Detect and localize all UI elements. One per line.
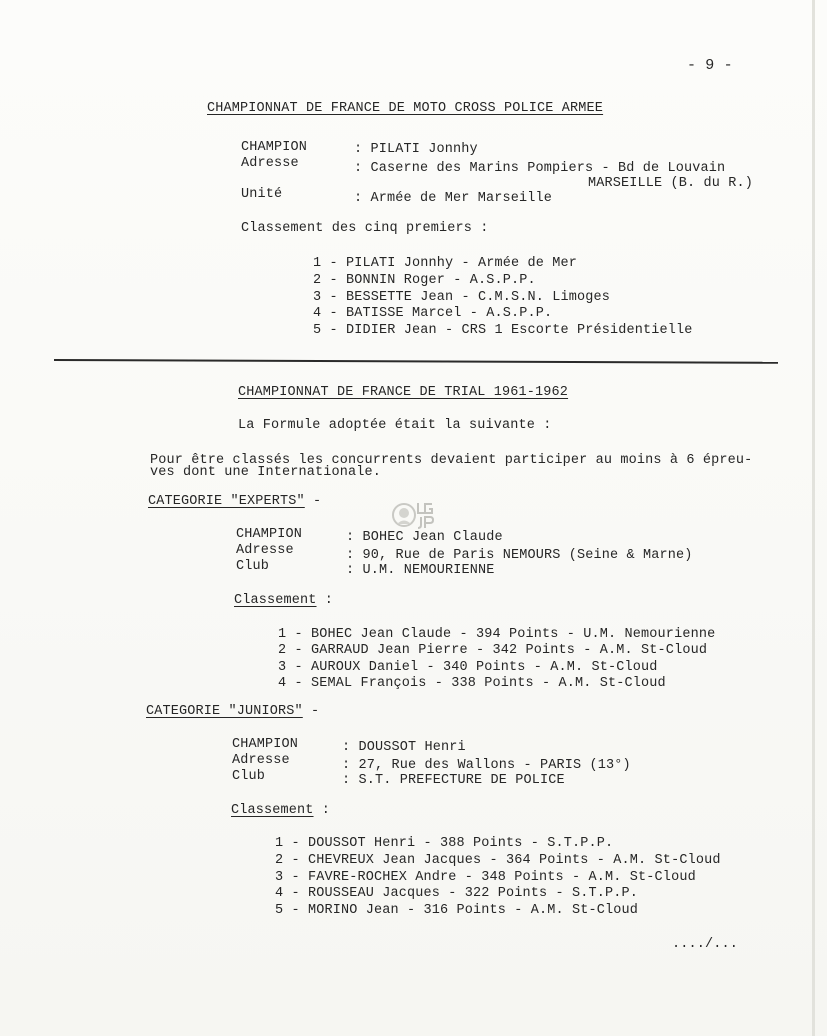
experts-heading xyxy=(148,494,321,510)
page-edge-shadow xyxy=(812,0,815,1036)
juniors-ranking-item: 1 - DOUSSOT Henri - 388 Points - S.T.P.P. xyxy=(275,836,614,851)
moto-adresse-value-1: : Caserne des Marins Pompiers - Bd de Louvain xyxy=(354,161,726,176)
juniors-club-label: Club xyxy=(232,769,266,784)
moto-adresse-label: Adresse xyxy=(241,156,299,171)
moto-ranking-item: 4 - BATISSE Marcel - A.S.P.P. xyxy=(313,306,553,321)
page-number: - 9 - xyxy=(687,57,733,74)
trial-rule-line-2: ves dont une Internationale. xyxy=(150,465,382,480)
experts-classement-heading xyxy=(234,593,333,609)
moto-champion-label: CHAMPION xyxy=(241,140,308,155)
experts-ranking-item: 3 - AUROUX Daniel - 340 Points - A.M. St-Cloud xyxy=(278,660,658,675)
moto-adresse-value-2: MARSEILLE (B. du R.) xyxy=(588,176,754,191)
moto-ranking-item: 1 - PILATI Jonnhy - Armée de Mer xyxy=(313,256,578,271)
experts-club-value: : U.M. NEMOURIENNE xyxy=(346,563,495,578)
juniors-ranking-item: 2 - CHEVREUX Jean Jacques - 364 Points - A.M. St-Cloud xyxy=(275,853,721,868)
juniors-classement-label: Classement xyxy=(231,803,314,818)
experts-classement-colon: : xyxy=(316,593,334,608)
experts-ranking-item: 1 - BOHEC Jean Claude - 394 Points - U.M. Nemourienne xyxy=(278,627,716,642)
juniors-classement-colon: : xyxy=(313,803,331,818)
moto-section-title: CHAMPIONNAT DE FRANCE DE MOTO CROSS POLICE ARMEE xyxy=(207,101,604,116)
moto-unite-value: : Armée de Mer Marseille xyxy=(354,191,553,206)
juniors-heading-dash: - xyxy=(302,704,320,719)
juniors-club-value: : S.T. PREFECTURE DE POLICE xyxy=(342,773,565,788)
experts-classement-label: Classement xyxy=(234,593,317,608)
juniors-ranking-item: 4 - ROUSSEAU Jacques - 322 Points - S.T.P.P. xyxy=(275,886,639,901)
juniors-ranking-item: 3 - FAVRE-ROCHEX Andre - 348 Points - A.M. St-Cloud xyxy=(275,870,696,885)
moto-ranking-item: 5 - DIDIER Jean - CRS 1 Escorte Présidentielle xyxy=(313,323,693,338)
moto-classement-label: Classement des cinq premiers : xyxy=(241,221,489,236)
experts-champion-value: : BOHEC Jean Claude xyxy=(346,530,503,545)
juniors-champion-value: : DOUSSOT Henri xyxy=(342,740,466,755)
experts-champion-label: CHAMPION xyxy=(236,527,303,542)
experts-club-label: Club xyxy=(236,559,270,574)
section-divider xyxy=(54,359,778,364)
experts-heading-dash: - xyxy=(304,494,322,509)
continuation-marker: ..../... xyxy=(672,937,739,952)
moto-ranking-item: 2 - BONNIN Roger - A.S.P.P. xyxy=(313,273,536,288)
experts-ranking-item: 4 - SEMAL François - 338 Points - A.M. St-Cloud xyxy=(278,676,666,691)
juniors-classement-heading xyxy=(231,803,330,819)
juniors-adresse-label: Adresse xyxy=(232,753,290,768)
juniors-champion-label: CHAMPION xyxy=(232,737,299,752)
moto-ranking-item: 3 - BESSETTE Jean - C.M.S.N. Limoges xyxy=(313,290,611,305)
moto-unite-label: Unité xyxy=(241,187,283,202)
watermark-logo-icon xyxy=(392,499,436,531)
trial-rule-line-1: Pour être classés les concurrents devaient participer au moins à 6 épreu- xyxy=(150,453,753,468)
juniors-ranking-item: 5 - MORINO Jean - 316 Points - A.M. St-Cloud xyxy=(275,903,639,918)
trial-section-title: CHAMPIONNAT DE FRANCE DE TRIAL 1961-1962 xyxy=(238,385,569,400)
juniors-heading-text: CATEGORIE "JUNIORS" xyxy=(146,704,303,719)
experts-heading-text: CATEGORIE "EXPERTS" xyxy=(148,494,305,509)
experts-adresse-label: Adresse xyxy=(236,543,294,558)
experts-ranking-item: 2 - GARRAUD Jean Pierre - 342 Points - A.M. St-Cloud xyxy=(278,643,708,658)
moto-champion-value: : PILATI Jonnhy xyxy=(354,142,478,157)
juniors-heading xyxy=(146,704,319,720)
juniors-adresse-value: : 27, Rue des Wallons - PARIS (13°) xyxy=(342,758,631,773)
trial-formule-text: La Formule adoptée était la suivante : xyxy=(238,418,552,433)
experts-adresse-value: : 90, Rue de Paris NEMOURS (Seine & Marne) xyxy=(346,548,693,563)
